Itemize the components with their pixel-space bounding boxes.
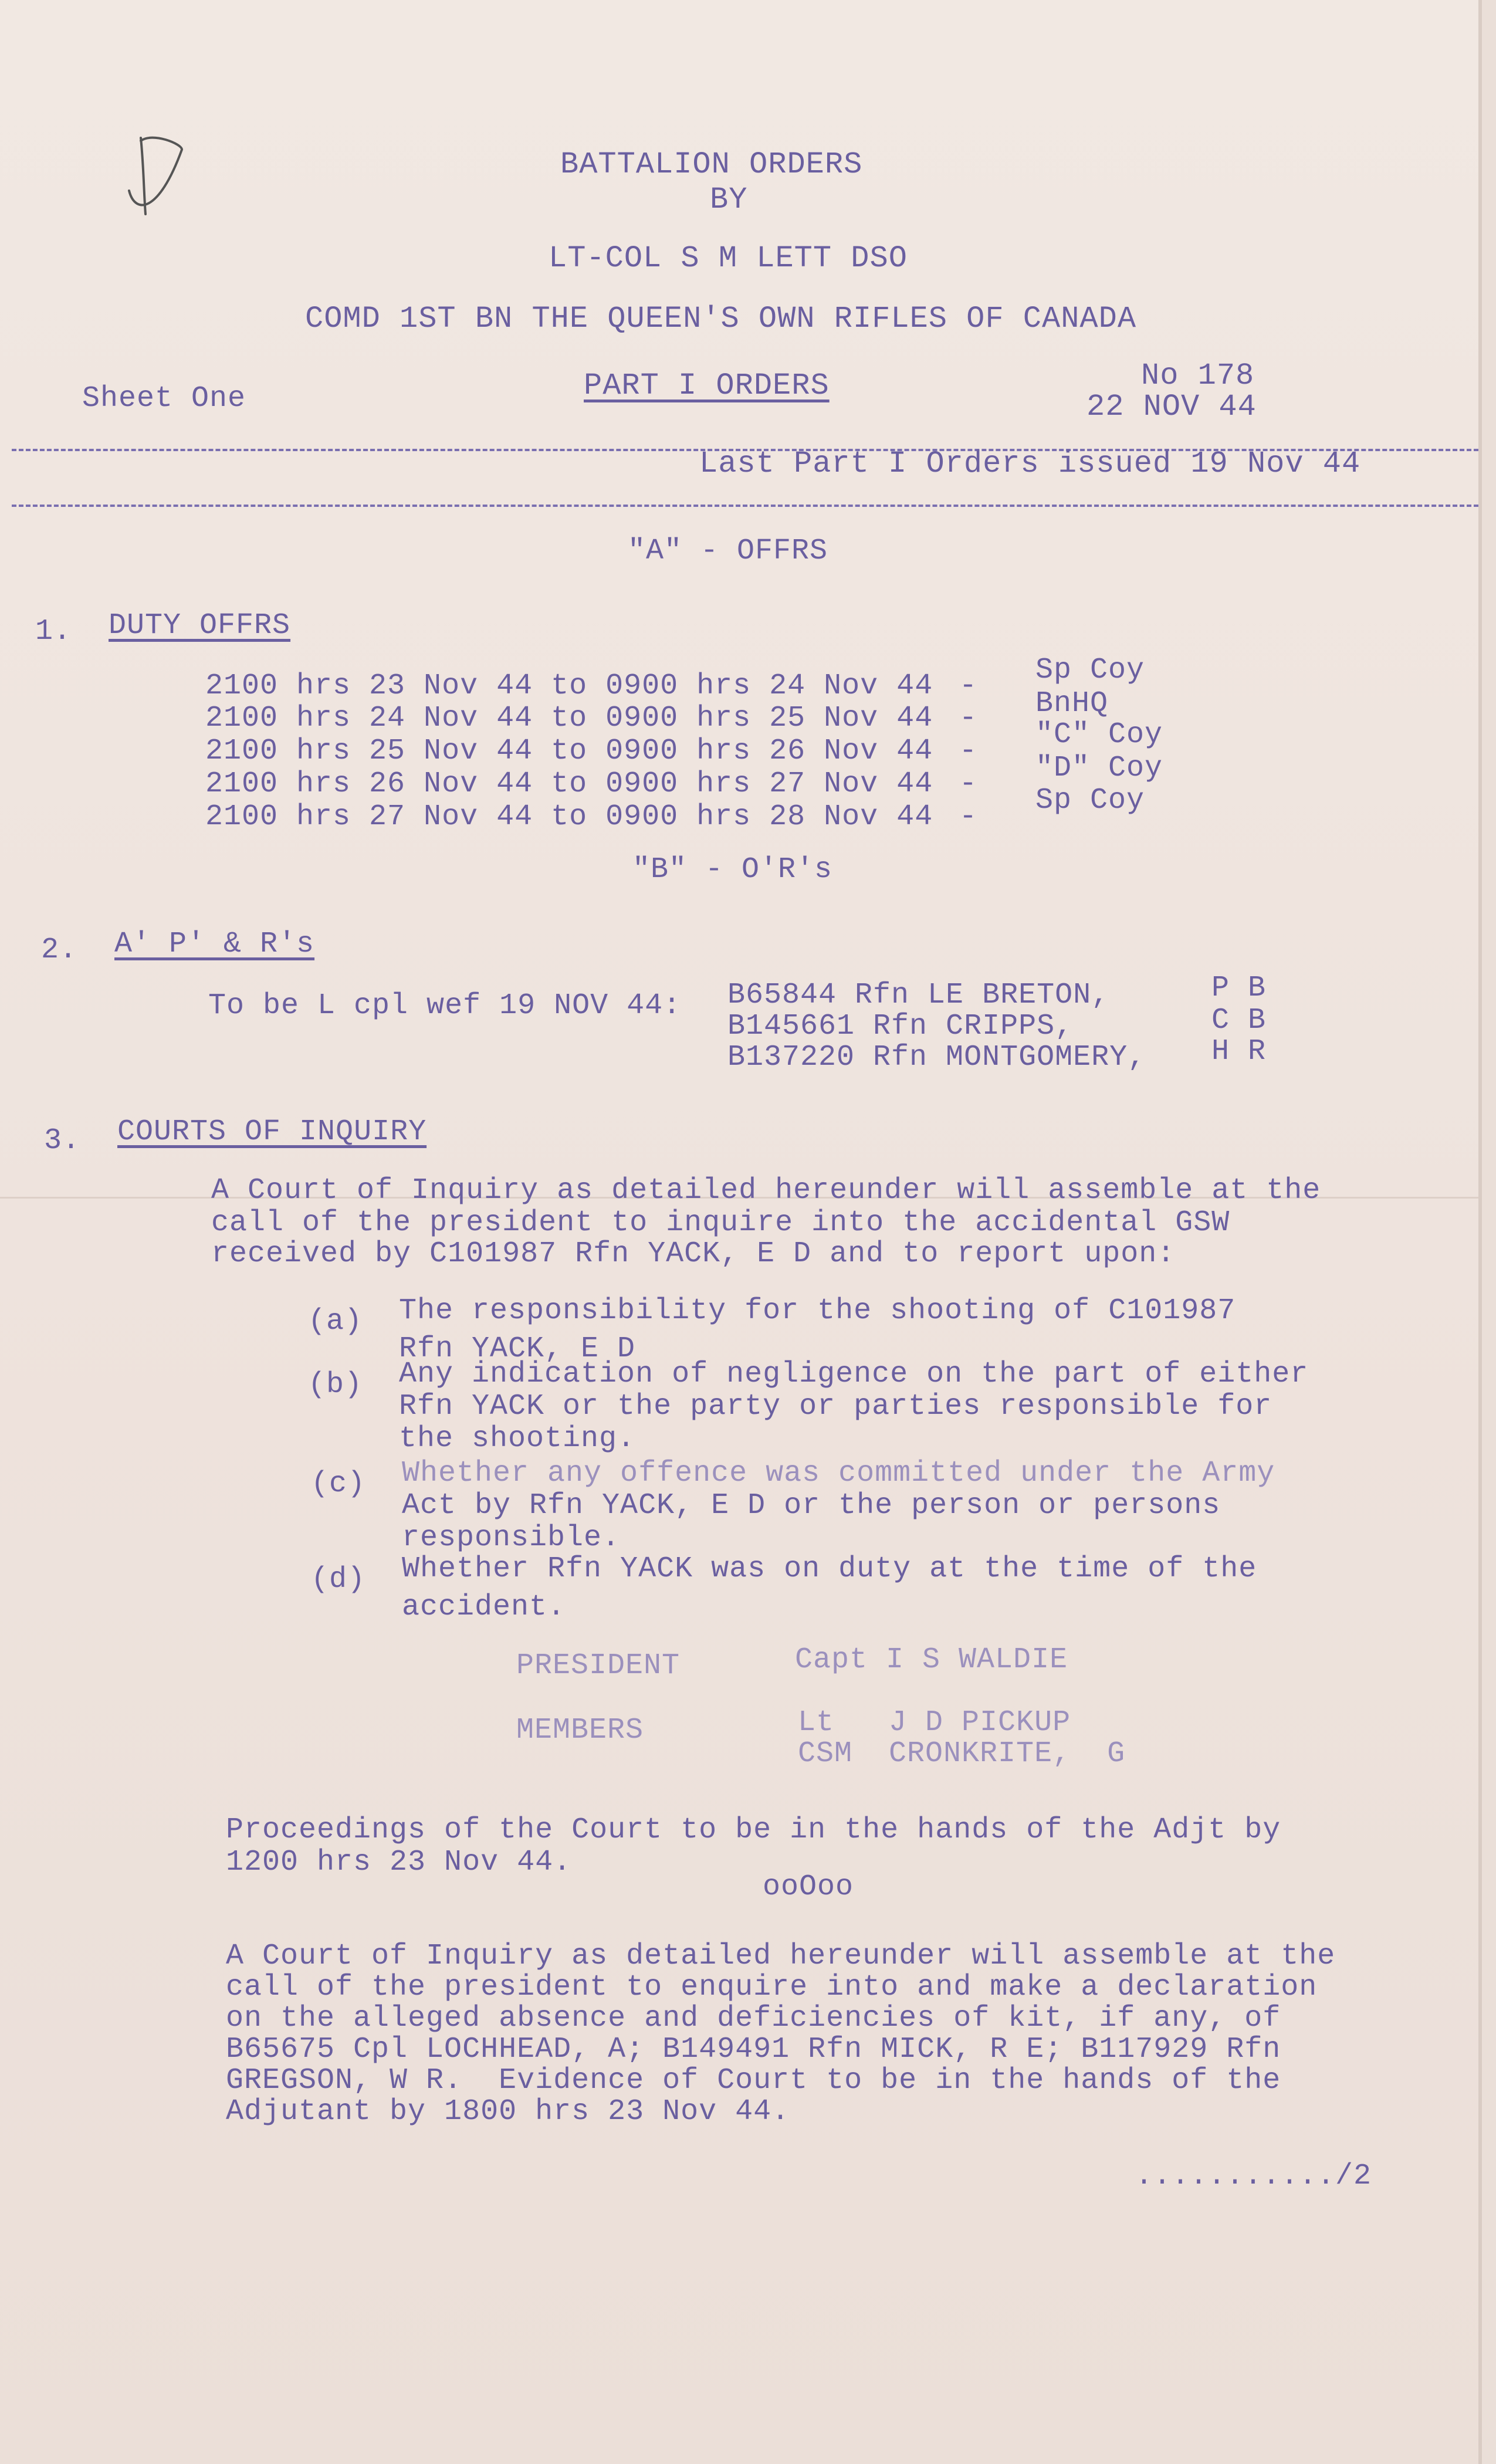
inquiry-text: A Court of Inquiry as detailed hereunder will assemble at the xyxy=(226,1940,1336,1973)
member-name: Lt J D PICKUP xyxy=(798,1706,1071,1739)
clause-label: (a) xyxy=(308,1305,363,1338)
handwritten-d-mark xyxy=(117,126,205,226)
president-label: PRESIDENT xyxy=(516,1649,681,1683)
inquiry-text: GREGSON, W R. Evidence of Court to be in the hands of the xyxy=(226,2064,1281,2097)
duty-unit: "D" Coy xyxy=(1035,752,1163,785)
members-label: MEMBERS xyxy=(516,1714,644,1747)
dash: - xyxy=(959,767,978,801)
proceedings-text: 1200 hrs 23 Nov 44. xyxy=(226,1846,572,1879)
part-heading: PART I ORDERS xyxy=(584,368,830,403)
last-issued: Last Part I Orders issued 19 Nov 44 xyxy=(699,446,1361,481)
order-number: No 178 xyxy=(1141,358,1255,393)
company-code: P B xyxy=(1211,972,1267,1005)
appts-lead: To be L cpl wef 19 NOV 44: xyxy=(208,989,682,1023)
sheet-label: Sheet One xyxy=(82,382,246,415)
duty-period: 2100 hrs 24 Nov 44 to 0900 hrs 25 Nov 44 xyxy=(205,702,933,735)
inquiry-text: received by C101987 Rfn YACK, E D and to report upon: xyxy=(211,1237,1176,1271)
member-name: CSM CRONKRITE, G xyxy=(798,1737,1126,1771)
inquiry-text: Adjutant by 1800 hrs 23 Nov 44. xyxy=(226,2095,790,2128)
separator: ooOoo xyxy=(763,1870,854,1904)
clause-text: accident. xyxy=(402,1590,566,1624)
inquiry-text: A Court of Inquiry as detailed hereunder will assemble at the xyxy=(211,1174,1321,1207)
clause-text: Whether any offence was committed under the Army xyxy=(402,1457,1275,1490)
clause-label: (c) xyxy=(311,1467,366,1501)
clause-text: Rfn YACK or the party or parties responsible for xyxy=(399,1390,1272,1423)
section-a-heading: "A" - OFFRS xyxy=(628,534,828,568)
duty-unit: BnHQ xyxy=(1035,687,1109,720)
clause-text: the shooting. xyxy=(399,1422,636,1456)
doc-by: BY xyxy=(710,182,748,217)
proceedings-text: Proceedings of the Court to be in the hands of the Adjt by xyxy=(226,1813,1281,1847)
clause-text: responsible. xyxy=(402,1521,621,1555)
soldier-entry: B65844 Rfn LE BRETON, xyxy=(727,979,1110,1012)
dash: - xyxy=(959,735,978,768)
divider-bottom xyxy=(12,505,1478,507)
duty-unit: Sp Coy xyxy=(1035,654,1145,687)
doc-title: BATTALION ORDERS xyxy=(560,147,863,182)
duty-period: 2100 hrs 26 Nov 44 to 0900 hrs 27 Nov 44 xyxy=(205,767,933,801)
continuation-marker: .........../2 xyxy=(1135,2160,1372,2193)
duty-period: 2100 hrs 23 Nov 44 to 0900 hrs 24 Nov 44 xyxy=(205,669,933,703)
unit-name: COMD 1ST BN THE QUEEN'S OWN RIFLES OF CANADA xyxy=(305,302,1137,336)
duty-unit: "C" Coy xyxy=(1035,718,1163,752)
clause-text: Act by Rfn YACK, E D or the person or persons xyxy=(402,1489,1221,1522)
dash: - xyxy=(959,702,978,735)
clause-text: Whether Rfn YACK was on duty at the time of the xyxy=(402,1552,1257,1586)
president-name: Capt I S WALDIE xyxy=(795,1643,1068,1677)
item-number: 1. xyxy=(35,615,72,648)
courts-heading: COURTS OF INQUIRY xyxy=(117,1115,427,1149)
clause-label: (b) xyxy=(308,1368,363,1402)
dash: - xyxy=(959,800,978,834)
company-code: H R xyxy=(1211,1035,1267,1068)
item-number: 2. xyxy=(41,933,78,967)
duty-period: 2100 hrs 25 Nov 44 to 0900 hrs 26 Nov 44 xyxy=(205,735,933,768)
duty-unit: Sp Coy xyxy=(1035,784,1145,817)
clause-text: Any indication of negligence on the part of either xyxy=(399,1358,1309,1391)
inquiry-text: on the alleged absence and deficiencies of kit, if any, of xyxy=(226,2002,1281,2035)
section-b-heading: "B" - O'R's xyxy=(632,853,833,886)
duty-period: 2100 hrs 27 Nov 44 to 0900 hrs 28 Nov 44 xyxy=(205,800,933,834)
item-number: 3. xyxy=(44,1124,81,1157)
clause-text: Rfn YACK, E D xyxy=(399,1332,636,1366)
inquiry-text: call of the president to inquire into the accidental GSW xyxy=(211,1206,1230,1240)
commander: LT-COL S M LETT DSO xyxy=(549,241,908,276)
company-code: C B xyxy=(1211,1004,1267,1037)
clause-text: The responsibility for the shooting of C101987 xyxy=(399,1294,1236,1328)
dash: - xyxy=(959,669,978,703)
appts-heading: A' P' & R's xyxy=(114,928,315,961)
duty-heading: DUTY OFFRS xyxy=(109,609,291,642)
order-date: 22 NOV 44 xyxy=(1087,390,1257,424)
soldier-entry: B145661 Rfn CRIPPS, xyxy=(727,1010,1074,1043)
clause-label: (d) xyxy=(311,1563,366,1596)
inquiry-text: B65675 Cpl LOCHHEAD, A; B149491 Rfn MICK, R E; B117929 Rfn xyxy=(226,2033,1281,2066)
inquiry-text: call of the president to enquire into and make a declaration xyxy=(226,1971,1318,2004)
soldier-entry: B137220 Rfn MONTGOMERY, xyxy=(727,1041,1146,1074)
